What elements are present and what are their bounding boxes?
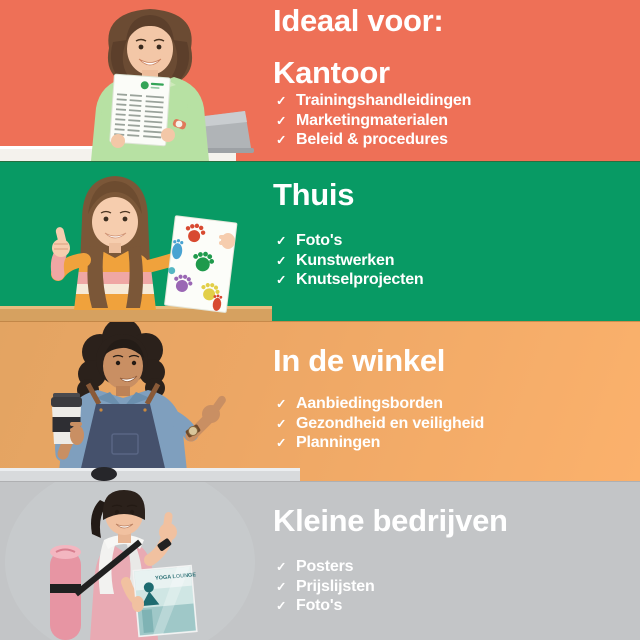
kleine-bedrijven-checklist [276, 558, 375, 617]
page-title: Ideaal voor: [273, 3, 444, 38]
home-photo-illustration [0, 162, 272, 321]
check-icon: ✓ [276, 253, 287, 268]
check-icon: ✓ [276, 560, 287, 574]
check-item [276, 252, 424, 272]
coffee-cup-icon [51, 393, 84, 445]
check-icon: ✓ [276, 397, 287, 411]
section-kantoor [0, 0, 640, 161]
section-in-de-winkel [0, 321, 640, 481]
check-item [276, 578, 375, 598]
check-item-label: Kunstwerken [296, 251, 395, 269]
check-item-label: Planningen [296, 434, 381, 451]
check-icon: ✓ [276, 234, 287, 248]
section-thuis [0, 161, 640, 321]
check-item-label: Foto's [296, 232, 343, 249]
check-item [276, 558, 375, 578]
check-item [276, 131, 471, 151]
check-item-label: Gezondheid en veiligheid [296, 414, 485, 432]
laminated-poster [133, 565, 201, 636]
check-icon: ✓ [276, 436, 287, 450]
check-icon: ✓ [276, 133, 287, 147]
handprint-artwork [164, 216, 237, 313]
small-business-photo-illustration [0, 482, 272, 640]
in-de-winkel-checklist [276, 395, 484, 454]
store-photo-illustration [0, 322, 300, 481]
check-item [276, 232, 424, 252]
check-item [276, 92, 471, 112]
check-icon: ✓ [276, 579, 287, 594]
heading-thuis: Thuis [273, 177, 355, 212]
check-item-label: Posters [296, 558, 354, 575]
kantoor-checklist [276, 92, 471, 151]
poster-text: YOGA LOUNGE [154, 572, 197, 582]
store-counter [0, 467, 300, 481]
check-icon: ✓ [276, 599, 287, 613]
check-item [276, 271, 424, 291]
check-icon: ✓ [276, 416, 287, 431]
check-item-label: Foto's [296, 597, 343, 614]
check-item-label: Prijslijsten [296, 577, 375, 595]
check-item-label: Aanbiedingsborden [296, 395, 443, 412]
heading-kleine-bedrijven: Kleine bedrijven [273, 503, 508, 538]
check-item [276, 434, 484, 454]
check-item-label: Marketingmaterialen [296, 111, 448, 129]
check-icon: ✓ [276, 94, 287, 108]
section-kleine-bedrijven [0, 481, 640, 640]
check-item [276, 597, 375, 617]
check-item-label: Beleid & procedures [296, 131, 448, 148]
check-icon: ✓ [276, 113, 287, 128]
heading-in-de-winkel: In de winkel [273, 343, 446, 378]
check-item-label: Knutselprojecten [296, 271, 424, 288]
check-item [276, 415, 484, 435]
office-photo-illustration [0, 0, 272, 161]
thuis-checklist [276, 232, 424, 291]
check-item [276, 112, 471, 132]
check-item-label: Trainingshandleidingen [296, 92, 472, 109]
heading-kantoor: Kantoor [273, 55, 390, 90]
check-item [276, 395, 484, 415]
check-icon: ✓ [276, 273, 287, 287]
barista-woman [58, 322, 227, 481]
